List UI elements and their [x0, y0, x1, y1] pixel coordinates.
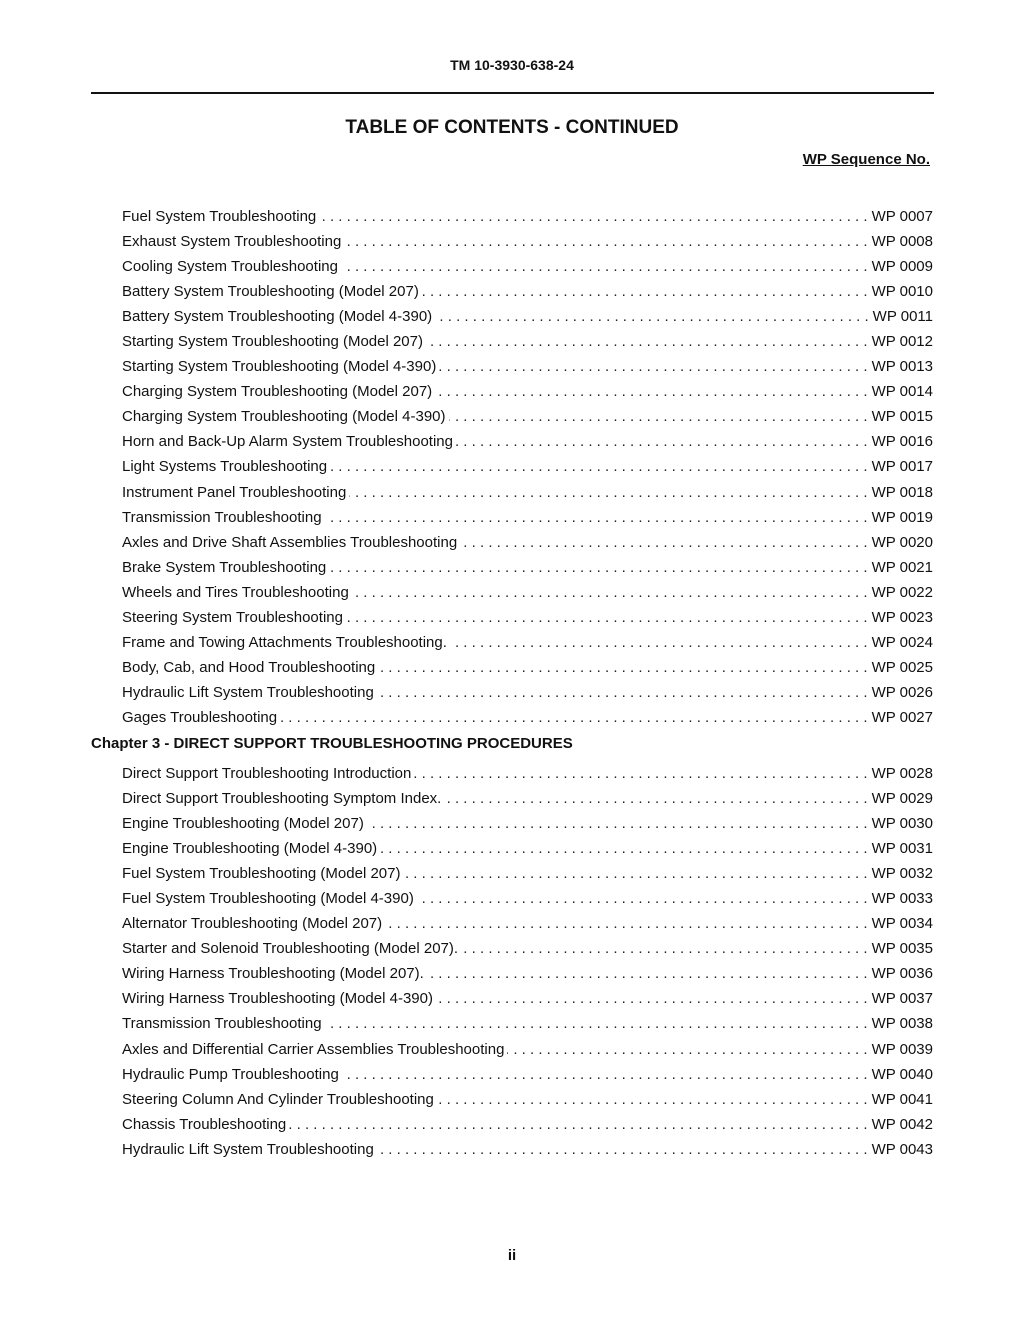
toc-entry-title: Steering System Troubleshooting: [122, 608, 343, 626]
toc-entry-title: Axles and Differential Carrier Assemblies Troubleshooting: [122, 1040, 505, 1058]
toc-entry[interactable]: [122, 886, 933, 911]
dot-leader: [325, 505, 868, 530]
dot-leader: [377, 1137, 868, 1162]
toc-entry-wp: WP 0018: [871, 483, 933, 501]
toc-entry-title: Alternator Troubleshooting (Model 207): [122, 915, 383, 933]
toc-entry-wp: WP 0022: [871, 583, 933, 601]
toc-entry-wp: WP 0017: [871, 458, 933, 476]
toc-entry[interactable]: [122, 1037, 933, 1062]
header-divider: [91, 92, 934, 94]
toc-entry-title: Hydraulic Pump Troubleshooting: [122, 1065, 339, 1083]
toc-entry[interactable]: [122, 1087, 933, 1112]
dot-leader: [444, 786, 867, 811]
toc-entry-wp: WP 0040: [871, 1065, 933, 1083]
toc-entry[interactable]: [122, 1137, 933, 1162]
toc-entry-title: Fuel System Troubleshooting: [122, 208, 317, 225]
toc-entry-title: Body, Cab, and Hood Troubleshooting: [122, 658, 376, 676]
toc-entry[interactable]: [122, 530, 933, 555]
page-number: ii: [507, 1247, 517, 1264]
dot-leader: [325, 1011, 868, 1036]
toc-entry-title: Battery System Troubleshooting (Model 4-390): [122, 308, 433, 326]
page-title: TABLE OF CONTENTS - CONTINUED: [345, 117, 679, 138]
dot-leader: [435, 304, 869, 329]
toc-entry-title: Fuel System Troubleshooting (Model 207): [122, 865, 401, 883]
toc-entry-title: Exhaust System Troubleshooting: [122, 233, 342, 251]
dot-leader: [346, 605, 868, 630]
toc-entry-title: Light Systems Troubleshooting: [122, 458, 328, 476]
toc-entry-title: Gages Troubleshooting: [122, 708, 278, 726]
toc-entry[interactable]: [122, 861, 933, 886]
toc-entry-wp: WP 0034: [871, 915, 933, 933]
toc-entry-wp: WP 0020: [871, 533, 933, 551]
toc-entry-title: Horn and Back-Up Alarm System Troubleshooting: [122, 433, 453, 451]
dot-leader: [403, 861, 867, 886]
toc-entry-wp: WP 0010: [871, 283, 933, 301]
dot-leader: [385, 911, 867, 936]
dot-leader: [349, 480, 867, 505]
dot-leader: [329, 555, 867, 580]
toc-entry[interactable]: [122, 229, 933, 254]
dot-leader: [436, 986, 868, 1011]
toc-entry[interactable]: [122, 986, 933, 1011]
toc-entry[interactable]: [122, 254, 933, 279]
toc-entry-wp: WP 0025: [871, 658, 933, 676]
dot-leader: [456, 429, 868, 454]
dot-leader: [289, 1112, 867, 1137]
toc-entry[interactable]: [122, 1062, 933, 1087]
toc-entry[interactable]: [122, 379, 933, 404]
toc-entry-wp: WP 0032: [871, 865, 933, 883]
toc-entry[interactable]: [122, 404, 933, 429]
toc-entry[interactable]: [122, 605, 933, 630]
dot-leader: [417, 886, 868, 911]
toc-entry[interactable]: [122, 304, 933, 329]
toc-entry[interactable]: [122, 279, 933, 304]
toc-entry-wp: WP 0013: [871, 358, 933, 376]
dot-leader: [342, 1062, 868, 1087]
toc-entry-title: Battery System Troubleshooting (Model 207): [122, 283, 419, 301]
dot-leader: [341, 254, 868, 279]
toc-entry-title: Transmission Troubleshooting: [122, 508, 322, 526]
toc-entry-title: Brake System Troubleshooting: [122, 558, 327, 576]
toc-entry[interactable]: [122, 429, 933, 454]
toc-entry-title: Charging System Troubleshooting (Model 207): [122, 383, 433, 401]
dot-leader: [422, 279, 868, 304]
toc-entry-title: Charging System Troubleshooting (Model 4-390): [122, 408, 446, 426]
toc-entry-wp: WP 0038: [871, 1015, 933, 1033]
toc-entry-wp: WP 0023: [871, 608, 933, 626]
toc-entry-title: Starter and Solenoid Troubleshooting (Model 207).: [122, 940, 459, 958]
toc-entry-title: Wheels and Tires Troubleshooting: [122, 583, 349, 601]
toc-entry-title: Axles and Drive Shaft Assemblies Troubleshooting: [122, 533, 458, 551]
dot-leader: [378, 655, 867, 680]
toc-entry-wp: WP 0009: [871, 258, 933, 276]
toc-entry[interactable]: [122, 580, 933, 605]
toc-entry-title: Chassis Troubleshooting: [122, 1115, 287, 1133]
dot-leader: [377, 680, 868, 705]
toc-entry[interactable]: [122, 505, 933, 530]
toc-entry[interactable]: [122, 354, 933, 379]
toc-entry-title: Engine Troubleshooting (Model 4-390): [122, 840, 378, 858]
toc-entry[interactable]: [122, 630, 933, 655]
toc-entry[interactable]: [122, 961, 933, 986]
toc-entry[interactable]: [122, 655, 933, 680]
dot-leader: [439, 354, 867, 379]
toc-entry-wp: WP 0026: [871, 683, 933, 701]
dot-leader: [344, 229, 867, 254]
toc-entry[interactable]: [122, 454, 933, 479]
toc-entry-wp: WP 0037: [871, 990, 933, 1008]
dot-leader: [319, 204, 867, 229]
toc-entry-wp: WP 0036: [871, 965, 933, 983]
toc-section-chapter-3: [122, 761, 933, 1162]
toc-entry-title: Instrument Panel Troubleshooting: [122, 483, 347, 501]
toc-entry-wp: WP 0031: [871, 840, 933, 858]
dot-leader: [427, 961, 868, 986]
toc-entry-title: Starting System Troubleshooting (Model 207): [122, 333, 423, 351]
toc-entry-wp: WP 0011: [872, 308, 933, 326]
toc-entry-wp: WP 0041: [871, 1090, 933, 1108]
toc-entry[interactable]: [122, 811, 933, 836]
toc-entry[interactable]: [122, 1112, 933, 1137]
toc-entry[interactable]: [122, 329, 933, 354]
dot-leader: [449, 404, 868, 429]
toc-entry-title: Engine Troubleshooting (Model 207): [122, 815, 364, 833]
toc-entry-wp: WP 0012: [871, 333, 933, 351]
toc-entry-wp: WP 0008: [871, 233, 933, 251]
toc-entry[interactable]: [122, 555, 933, 580]
toc-entry-wp: WP 0030: [871, 815, 933, 833]
dot-leader: [461, 936, 868, 961]
toc-entry[interactable]: [122, 204, 933, 229]
toc-entry-title: Steering Column And Cylinder Troubleshooting: [122, 1090, 434, 1108]
dot-leader: [507, 1037, 867, 1062]
toc-entry-wp: WP 0029: [871, 790, 933, 808]
toc-entry-wp: WP 0027: [871, 708, 933, 726]
toc-entry[interactable]: [122, 705, 933, 730]
toc-entry-wp: WP 0007: [871, 208, 933, 225]
toc-entry-wp: WP 0042: [871, 1115, 933, 1133]
dot-leader: [330, 454, 867, 479]
toc-entry-wp: WP 0021: [871, 558, 933, 576]
dot-leader: [460, 530, 867, 555]
toc-entry[interactable]: [122, 761, 933, 786]
dot-leader: [367, 811, 868, 836]
toc-section-chapter-2: [122, 204, 933, 730]
toc-entry[interactable]: [122, 786, 933, 811]
toc-entry-title: Wiring Harness Troubleshooting (Model 207).: [122, 965, 424, 983]
toc-entry-title: Direct Support Troubleshooting Symptom Index.: [122, 790, 442, 808]
dot-leader: [414, 761, 867, 786]
dot-leader: [280, 705, 867, 730]
toc-entry-wp: WP 0028: [871, 765, 933, 782]
toc-entry[interactable]: [122, 936, 933, 961]
toc-entry-wp: WP 0035: [871, 940, 933, 958]
toc-entry-wp: WP 0019: [871, 508, 933, 526]
chapter-3-heading: Chapter 3 - DIRECT SUPPORT TROUBLESHOOTING PROCEDURES: [91, 735, 573, 752]
toc-entry[interactable]: [122, 836, 933, 861]
toc-entry-wp: WP 0039: [871, 1040, 933, 1058]
toc-entry-title: Transmission Troubleshooting: [122, 1015, 322, 1033]
toc-entry-title: Hydraulic Lift System Troubleshooting: [122, 683, 374, 701]
dot-leader: [437, 1087, 868, 1112]
document-id: TM 10-3930-638-24: [450, 57, 574, 73]
toc-entry-wp: WP 0015: [871, 408, 933, 426]
dot-leader: [450, 630, 868, 655]
toc-entry[interactable]: [122, 480, 933, 505]
toc-entry-title: Fuel System Troubleshooting (Model 4-390): [122, 890, 414, 908]
toc-entry-title: Frame and Towing Attachments Troubleshooting.: [122, 633, 447, 651]
dot-leader: [380, 836, 867, 861]
toc-entry-wp: WP 0016: [871, 433, 933, 451]
dot-leader: [426, 329, 868, 354]
wp-sequence-column-header: WP Sequence No.: [802, 151, 930, 168]
toc-entry-wp: WP 0043: [871, 1140, 933, 1158]
toc-entry[interactable]: [122, 1011, 933, 1036]
toc-entry-title: Hydraulic Lift System Troubleshooting: [122, 1140, 374, 1158]
toc-entry-wp: WP 0033: [871, 890, 933, 908]
toc-entry-title: Wiring Harness Troubleshooting (Model 4-390): [122, 990, 433, 1008]
toc-entry[interactable]: [122, 680, 933, 705]
dot-leader: [352, 580, 868, 605]
toc-entry-wp: WP 0014: [871, 383, 933, 401]
toc-entry-title: Cooling System Troubleshooting: [122, 258, 338, 276]
dot-leader: [435, 379, 867, 404]
toc-entry-title: Direct Support Troubleshooting Introduction: [122, 765, 412, 782]
toc-entry[interactable]: [122, 911, 933, 936]
toc-entry-title: Starting System Troubleshooting (Model 4-390): [122, 358, 437, 376]
toc-entry-wp: WP 0024: [871, 633, 933, 651]
